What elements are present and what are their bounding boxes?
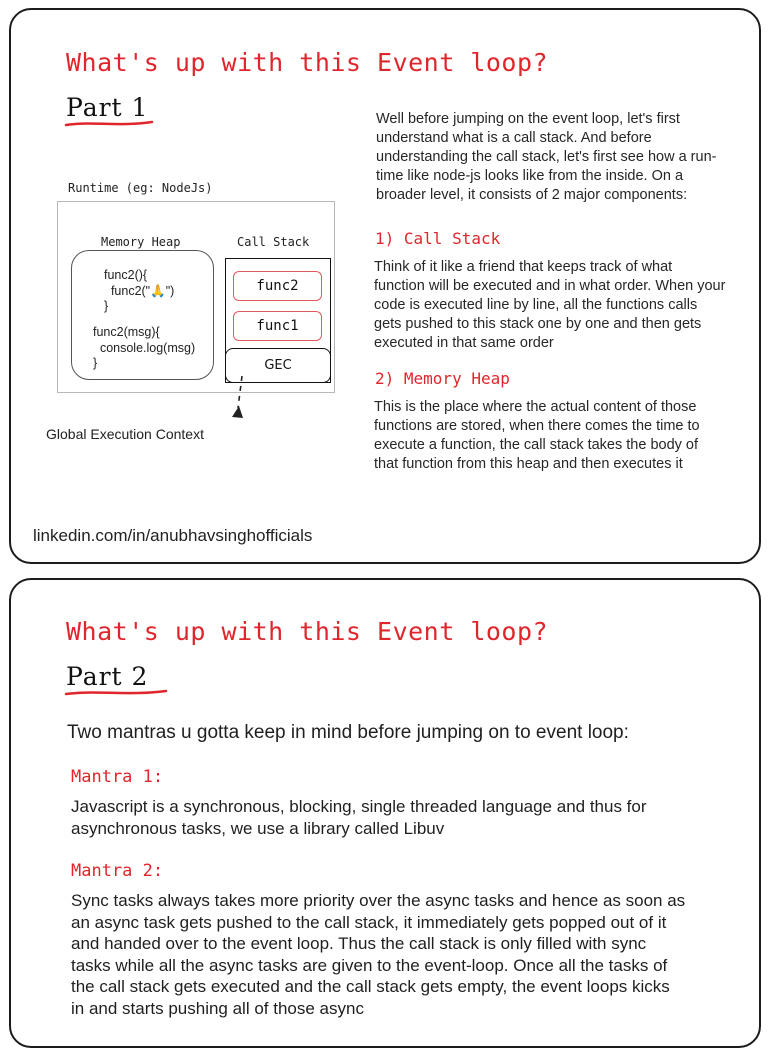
card-2-title: What's up with this Event loop?	[66, 617, 549, 646]
section-heading-memory-heap: 2) Memory Heap	[375, 369, 510, 388]
gec-arrow	[205, 370, 255, 430]
heap-code-func2-msg: func2(msg){ console.log(msg) }	[93, 325, 196, 370]
stack-frame: func2	[233, 271, 322, 301]
gec-caption: Global Execution Context	[46, 426, 204, 442]
memory-heap-label: Memory Heap	[101, 235, 181, 249]
call-stack-label: Call Stack	[237, 235, 310, 249]
part-1-underline	[64, 118, 156, 130]
mantra-2-text: Sync tasks always takes more priority over the async tasks and hence as soon as an async task gets pushed to the call stack, it immediately gets popped out of it and handed over to the event loop. Thus the call stack is only filled with sync tasks while all the async tasks are given to the event-loop. Once all the tasks of the call stack gets executed and the call stack gets empty, the event loops kicks in and starts pushing all of those async	[71, 891, 686, 1018]
footer-linkedin-handle: linkedin.com/in/anubhavsinghofficials	[33, 526, 313, 545]
mantra-2-heading: Mantra 2:	[71, 861, 164, 881]
intro-text: Well before jumping on the event loop, let's first understand what is a call stack. And before understanding the call stack, let's first see how a run-time like node-js looks like from the inside. On a broader level, it consists of 2 major components:	[376, 111, 717, 203]
card-2-intro: Two mantras u gotta keep in mind before jumping on to event loop:	[67, 722, 629, 743]
mantra-1-heading: Mantra 1:	[71, 767, 164, 787]
part-2-underline	[64, 687, 170, 699]
mantra-1-text: Javascript is a synchronous, blocking, single threaded language and thus for asynchronous tasks, we use a library called Libuv	[71, 797, 647, 838]
gec-frame: GEC	[225, 348, 331, 383]
section-text-call-stack: Think of it like a friend that keeps track of what function will be executed and in what order. When your code is executed line by line, all the functions calls gets pushed to this stack one by one and then gets executed in that same order	[374, 259, 726, 351]
stack-frame: func1	[233, 311, 322, 341]
heap-code-func2: func2(){ func2("🙏") }	[104, 268, 175, 313]
part-2-heading: Part 2	[66, 662, 149, 691]
card-1-title: What's up with this Event loop?	[66, 48, 549, 77]
section-text-memory-heap: This is the place where the actual content of those functions are stored, when there comes the time to execute a function, the call stack takes the body of that function from this heap and then executes it	[374, 399, 700, 472]
section-heading-call-stack: 1) Call Stack	[375, 229, 501, 248]
runtime-label: Runtime (eg: NodeJs)	[68, 181, 213, 195]
part-1-heading: Part 1	[66, 93, 149, 122]
